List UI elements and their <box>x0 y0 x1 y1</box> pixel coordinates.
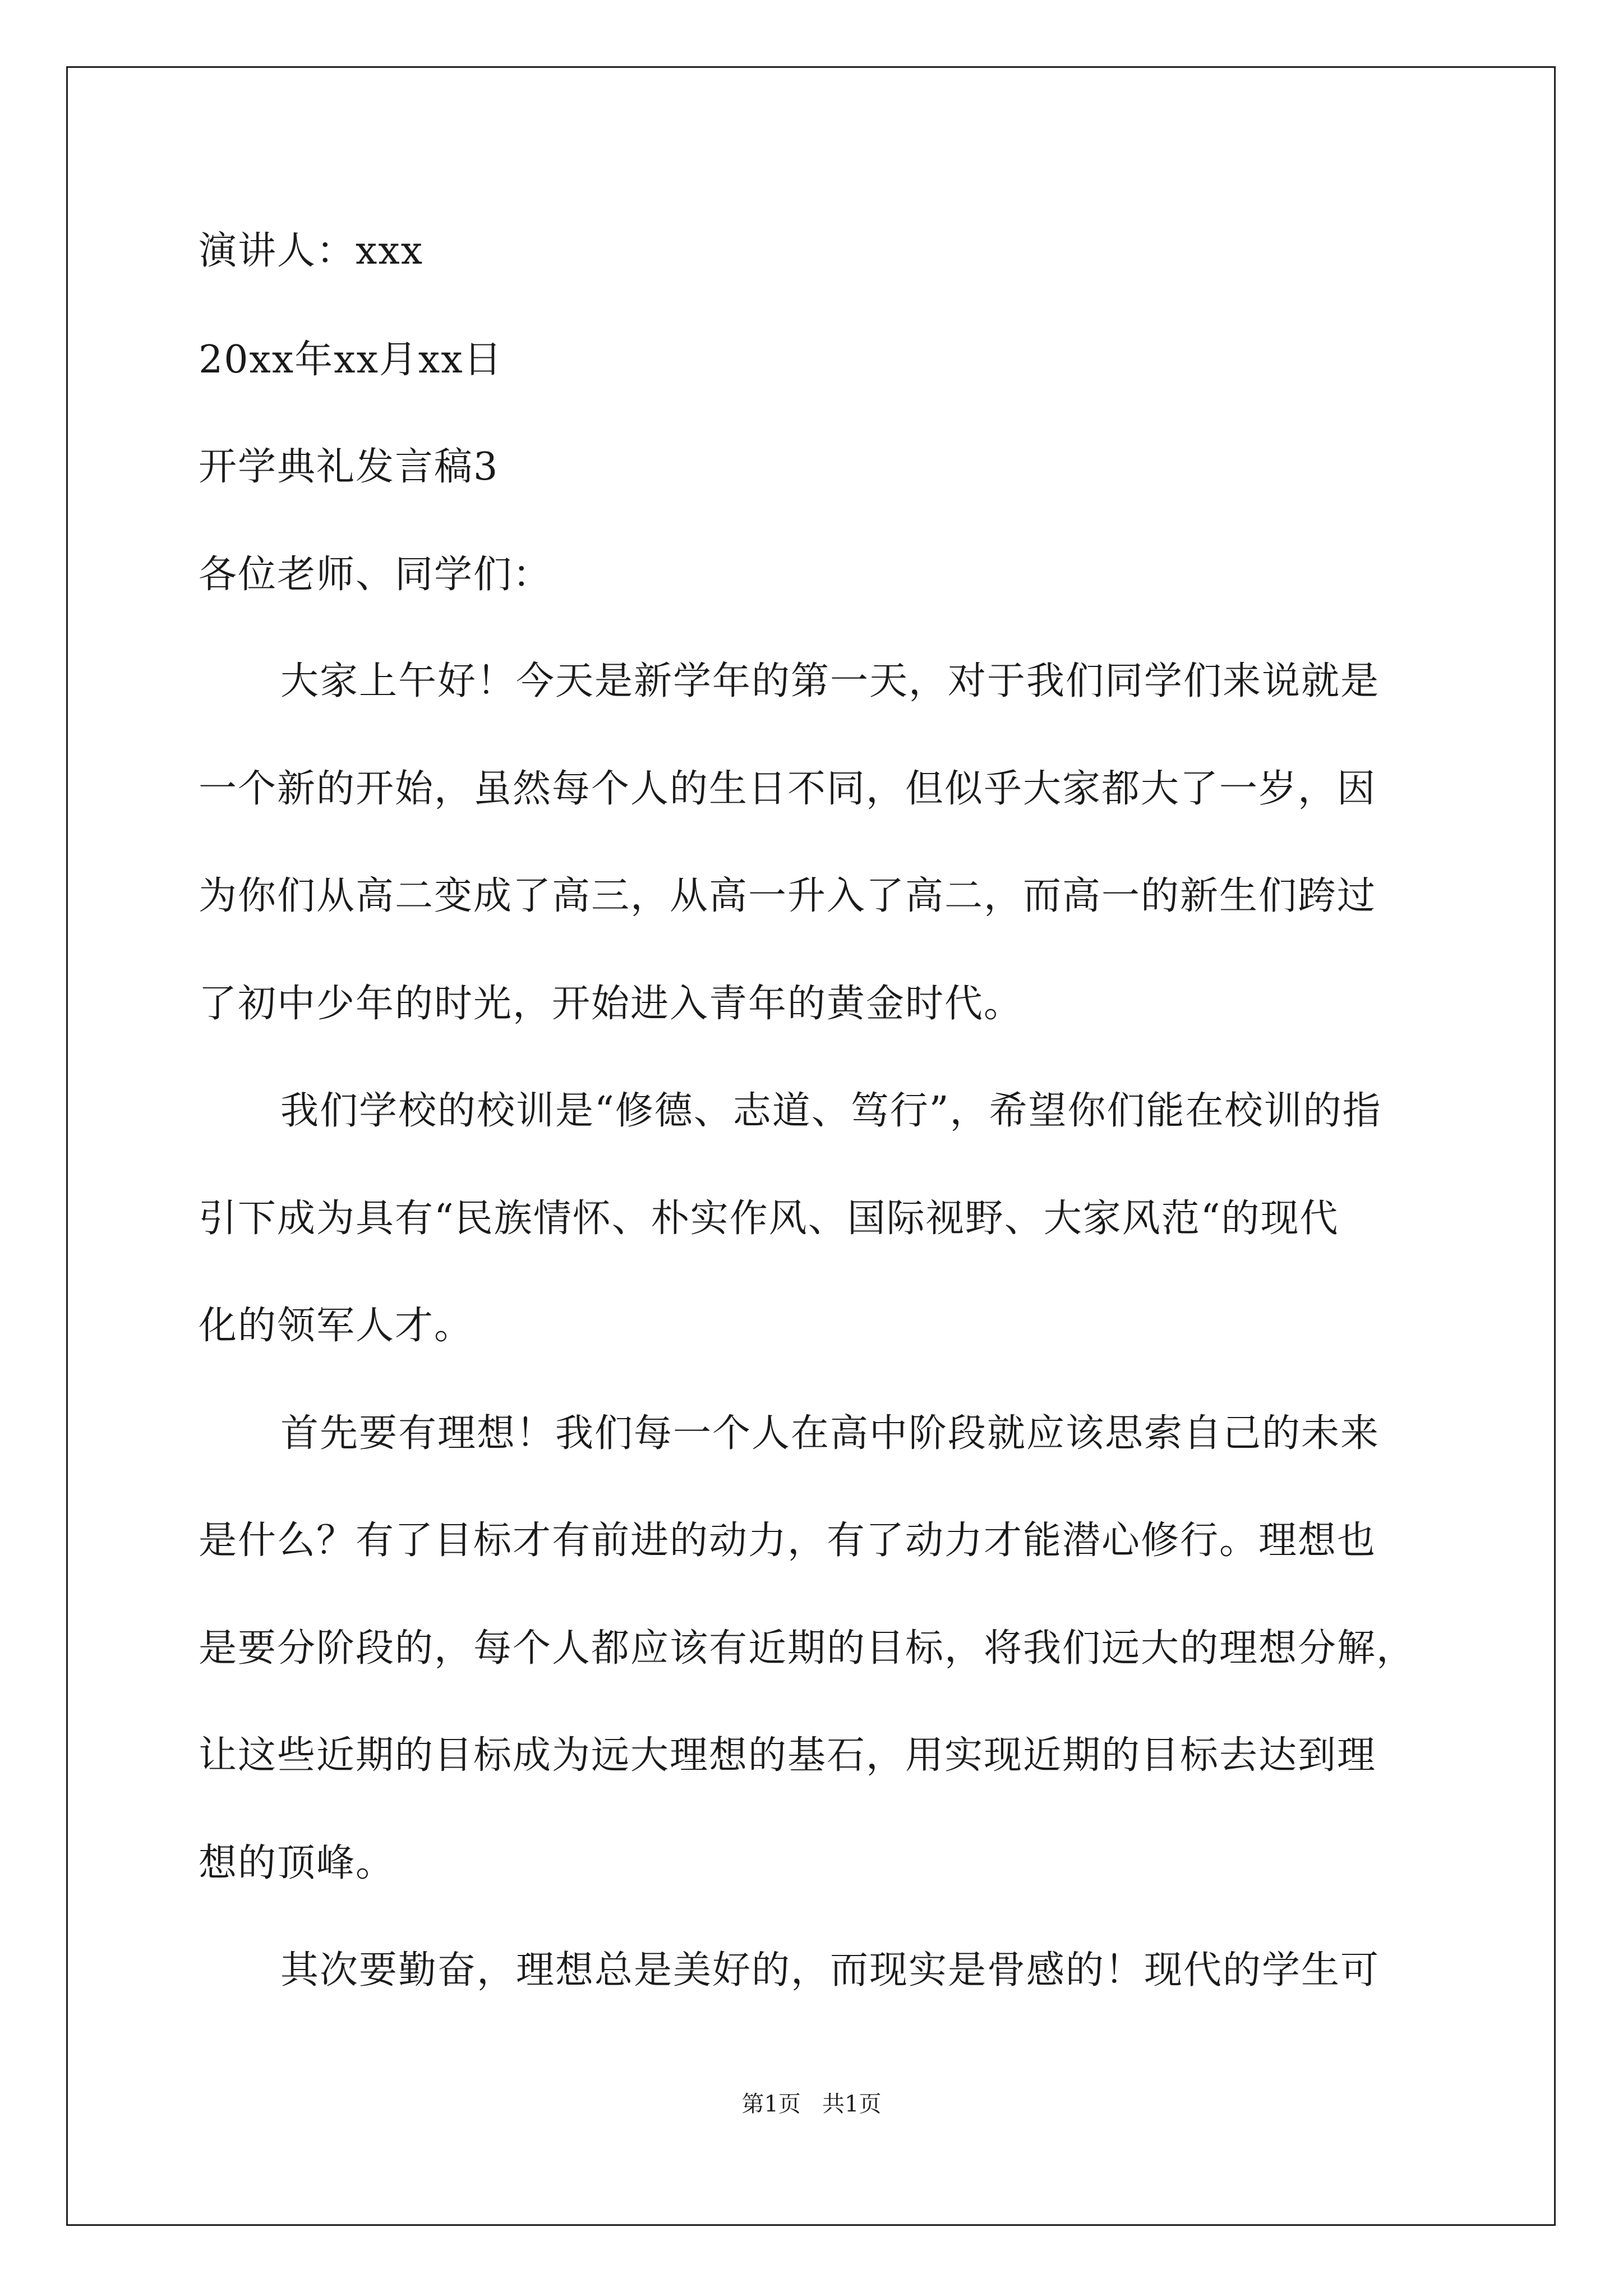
paragraph-3-line-5: 想的顶峰。 <box>199 1841 395 1885</box>
paragraph-3-line-3: 是要分阶段的，每个人都应该有近期的目标，将我们远大的理想分解， <box>199 1626 1416 1671</box>
paragraph-2-line-3: 化的领军人才。 <box>199 1304 474 1348</box>
paragraph-1-line-1: 大家上午好！今天是新学年的第一天，对于我们同学们来说就是 <box>280 659 1380 703</box>
salutation: 各位老师、同学们： <box>199 553 552 597</box>
paragraph-3-line-2: 是什么？有了目标才有前进的动力，有了动力才能潜心修行。理想也 <box>199 1519 1377 1563</box>
page-number-footer: 第1页 共1页 <box>741 2091 882 2117</box>
paragraph-1-line-2: 一个新的开始，虽然每个人的生日不同，但似乎大家都大了一岁，因 <box>199 767 1377 811</box>
paragraph-4-line-1: 其次要勤奋，理想总是美好的，而现实是骨感的！现代的学生可 <box>280 1948 1380 1993</box>
speaker-line: 演讲人：xxx <box>199 229 424 273</box>
paragraph-3-line-1: 首先要有理想！我们每一个人在高中阶段就应该思索自己的未来 <box>280 1411 1380 1456</box>
document-title: 开学典礼发言稿3 <box>199 445 499 489</box>
paragraph-2-line-1: 我们学校的校训是“修德、志道、笃行”，希望你们能在校训的指 <box>280 1089 1382 1133</box>
paragraph-2-line-2: 引下成为具有“民族情怀、朴实作风、国际视野、大家风范“的现代 <box>199 1197 1339 1241</box>
date-line: 20xx年xx月xx日 <box>199 338 503 382</box>
paragraph-3-line-4: 让这些近期的目标成为远大理想的基石，用实现近期的目标去达到理 <box>199 1733 1377 1778</box>
page-border <box>66 66 1556 2226</box>
paragraph-1-line-4: 了初中少年的时光，开始进入青年的黄金时代。 <box>199 982 1023 1026</box>
paragraph-1-line-3: 为你们从高二变成了高三，从高一升入了高二，而高一的新生们跨过 <box>199 874 1377 918</box>
